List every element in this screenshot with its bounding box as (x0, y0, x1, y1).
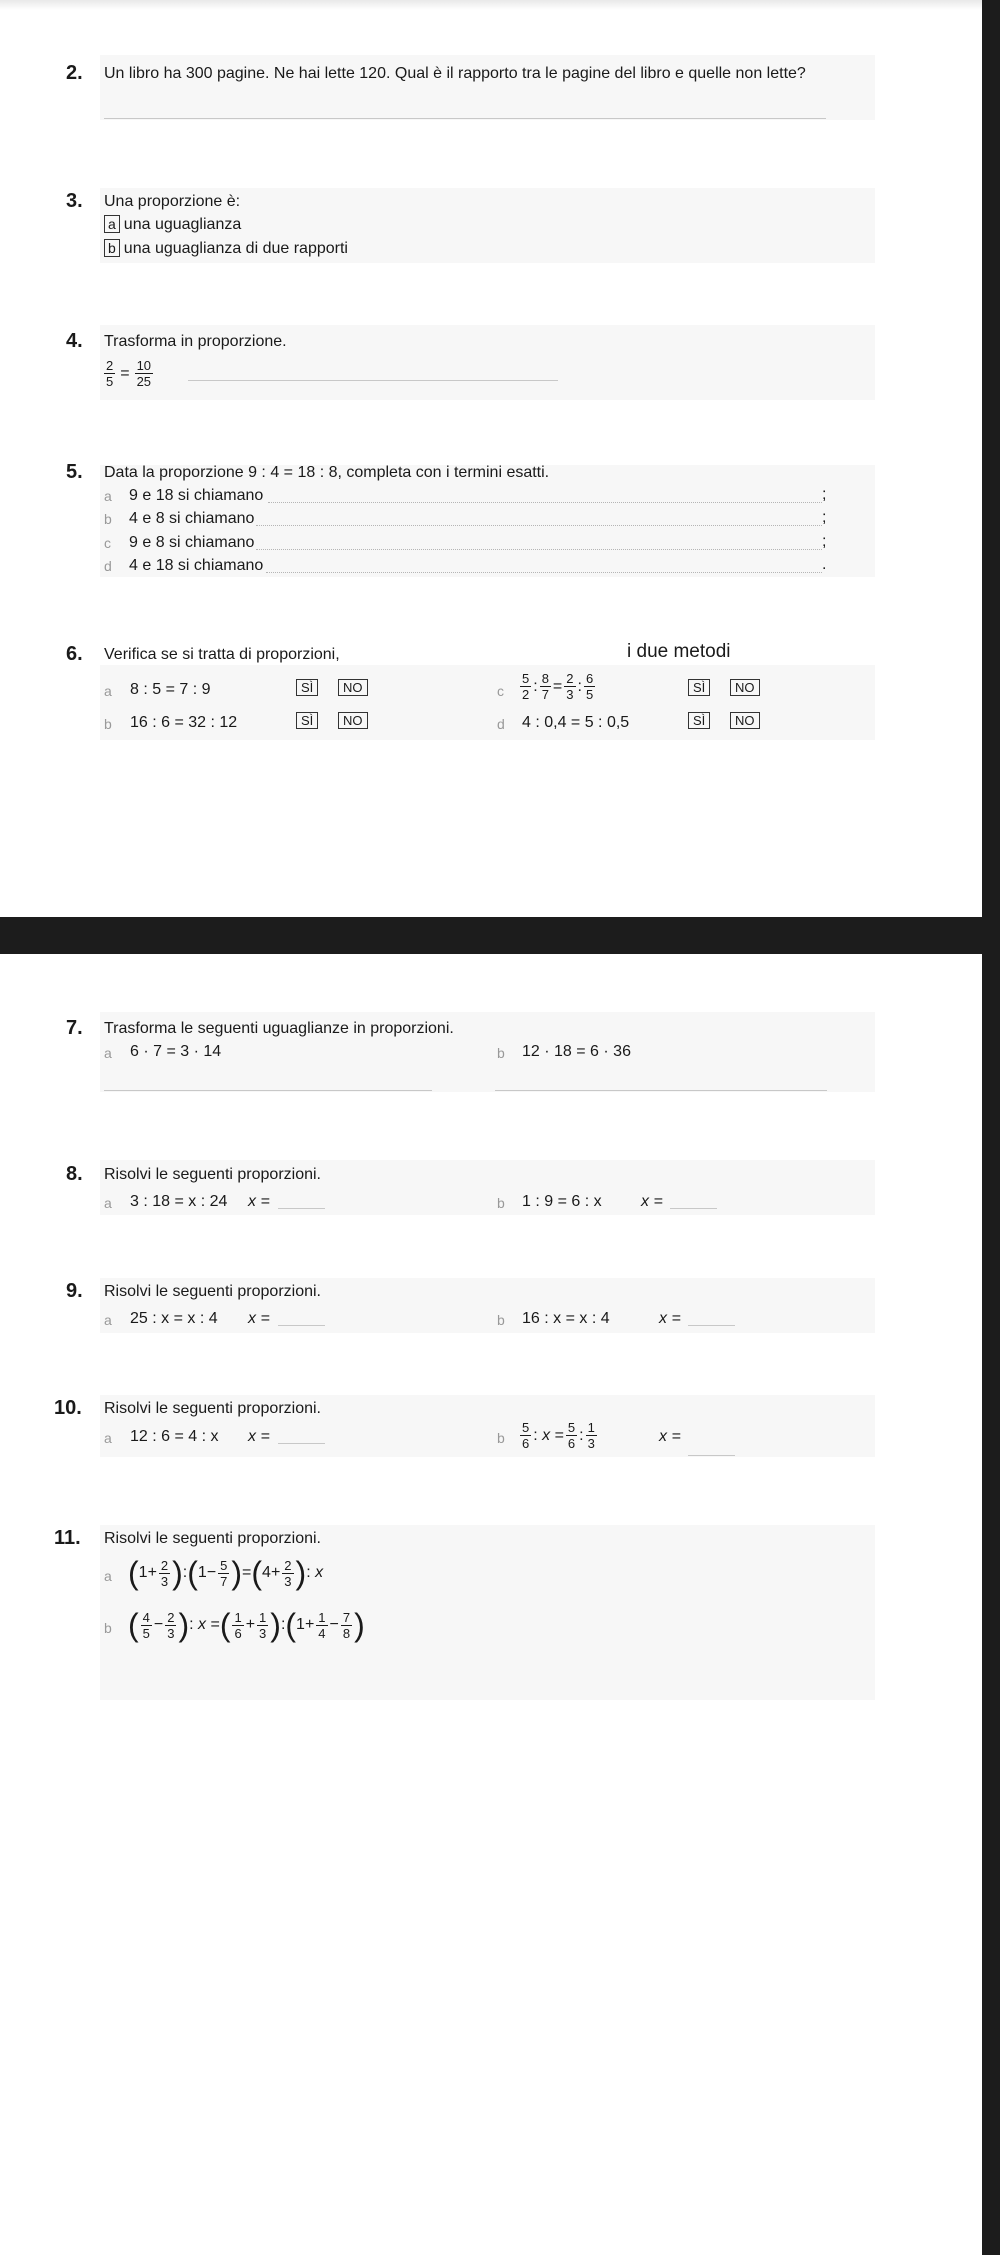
item-label: d (104, 558, 112, 574)
item-expression: $\frac{5}{6}$ : x = $\frac{5}{6}$ : $\frac{1}{3}$ (522, 1420, 595, 1451)
answer-blank[interactable] (688, 1455, 735, 1456)
x-equals: x = (248, 1310, 270, 1327)
exercise-3-text: Una proporzione è: (104, 193, 241, 210)
x-equals: x = (659, 1428, 681, 1445)
item-label: b (497, 1195, 505, 1211)
item-label: c (104, 535, 111, 551)
exercise-5-text: Data la proporzione 9 : 4 = 18 : 8, completa con i termini esatti. (104, 464, 550, 481)
exercise-10-text: Risolvi le seguenti proporzioni. (104, 1400, 321, 1417)
x-equals: x = (659, 1310, 681, 1327)
exercise-6-note: i due metodi (627, 641, 731, 662)
exercise-7-text: Trasforma le seguenti uguaglianze in proporzioni. (104, 1020, 454, 1037)
item-label: b (104, 511, 112, 527)
fraction: $\frac{2}{5}$ (106, 358, 114, 389)
exercise-10-number: 10. (54, 1397, 82, 1419)
item-expression: 8 : 5 = 7 : 9 (130, 681, 211, 698)
punctuation: ; (822, 486, 827, 503)
item-text: 4 e 8 si chiamano (129, 510, 255, 527)
fill-line[interactable] (256, 549, 822, 550)
item-text: 9 e 18 si chiamano (129, 487, 264, 504)
exercise-11-text: Risolvi le seguenti proporzioni. (104, 1530, 321, 1547)
no-box[interactable]: NO (338, 679, 368, 696)
item-label: b (497, 1312, 505, 1328)
option-b-letter[interactable]: b (104, 239, 120, 257)
exercise-11-number: 11. (54, 1527, 81, 1549)
right-page-edge (982, 0, 1000, 2255)
item-expression: ( $\frac{4}{5}$ − $\frac{2}{3}$ ) : x = ( $\frac{1}{6}$ + $\frac{1}{3}$ ) : ( 1 + $\frac{1}{4}$ − $\frac{7}{8}$ ) (128, 1607, 365, 1643)
option-b-text: una uguaglianza di due rapporti (123, 240, 348, 257)
x-equals: x = (641, 1193, 663, 1210)
item-label: b (104, 716, 112, 732)
item-expression: 16 : x = x : 4 (522, 1310, 610, 1327)
x-equals: x = (248, 1428, 270, 1445)
no-box[interactable]: NO (730, 679, 760, 696)
item-label: a (104, 1195, 112, 1211)
fill-line[interactable] (256, 525, 822, 526)
x-equals: x = (248, 1193, 270, 1210)
item-text: 4 e 18 si chiamano (129, 557, 264, 574)
item-expression: 4 : 0,4 = 5 : 0,5 (522, 714, 630, 731)
option-b[interactable] (104, 239, 348, 259)
exercise-6-number: 6. (66, 643, 83, 665)
exercise-9-text: Risolvi le seguenti proporzioni. (104, 1283, 321, 1300)
item-expression: 25 : x = x : 4 (130, 1310, 218, 1327)
answer-line (104, 118, 826, 119)
exercise-4-number: 4. (66, 330, 83, 352)
item-expression: ( 1 + $\frac{2}{3}$ ) : ( 1 − $\frac{5}{7}$ ) = ( 4 + $\frac{2}{3}$ ) : x (128, 1555, 324, 1591)
answer-blank[interactable] (670, 1208, 717, 1209)
no-box[interactable]: NO (730, 712, 760, 729)
option-a-letter[interactable]: a (104, 215, 120, 233)
page-break-band (0, 917, 982, 954)
yes-box[interactable]: SÌ (296, 679, 318, 696)
exercise-6-text: Verifica se si tratta di proporzioni, (104, 646, 340, 663)
item-label: b (104, 1620, 112, 1636)
item-expression: 12 · 18 = 6 · 36 (522, 1043, 631, 1060)
exercise-2-text: Un libro ha 300 pagine. Ne hai lette 120. Qual è il rapporto tra le pagine del libro e quelle non lette? (104, 65, 806, 82)
item-label: a (104, 488, 112, 504)
item-label: a (104, 1568, 112, 1584)
item-label: a (104, 1430, 112, 1446)
item-label: a (104, 683, 112, 699)
item-expression: 1 : 9 = 6 : x (522, 1193, 602, 1210)
item-expression: 12 : 6 = 4 : x (130, 1428, 219, 1445)
answer-line[interactable] (104, 1090, 432, 1091)
option-a-text: una uguaglianza (123, 216, 242, 233)
exercise-5-number: 5. (66, 461, 83, 483)
answer-blank[interactable] (278, 1443, 325, 1444)
answer-blank[interactable] (688, 1325, 735, 1326)
top-shadow (0, 0, 982, 10)
fill-line[interactable] (266, 572, 822, 573)
item-label: c (497, 683, 504, 699)
item-text: 9 e 8 si chiamano (129, 534, 255, 551)
exercise-4-equation: $\frac{2}{5}$ = $\frac{10}{25}$ (106, 358, 152, 389)
yes-box[interactable]: SÌ (688, 712, 710, 729)
fraction: $\frac{10}{25}$ (136, 358, 152, 389)
item-label: b (497, 1430, 505, 1446)
fill-line[interactable] (268, 502, 822, 503)
answer-line (188, 380, 558, 381)
answer-line[interactable] (495, 1090, 827, 1091)
punctuation: . (822, 556, 827, 573)
item-expression: 3 : 18 = x : 24 (130, 1193, 228, 1210)
item-expression: 6 · 7 = 3 · 14 (130, 1043, 222, 1060)
exercise-8-number: 8. (66, 1163, 83, 1185)
punctuation: ; (822, 509, 827, 526)
answer-blank[interactable] (278, 1325, 325, 1326)
exercise-8-text: Risolvi le seguenti proporzioni. (104, 1166, 321, 1183)
yes-box[interactable]: SÌ (688, 679, 710, 696)
item-label: b (497, 1045, 505, 1061)
option-a[interactable] (104, 215, 241, 235)
exercise-3-number: 3. (66, 190, 83, 212)
item-label: d (497, 716, 505, 732)
exercise-4-text: Trasforma in proporzione. (104, 333, 287, 350)
yes-box[interactable]: SÌ (296, 712, 318, 729)
item-label: a (104, 1312, 112, 1328)
item-expression: $\frac{5}{2}$ : $\frac{8}{7}$ = $\frac{2}{3}$ : $\frac{6}{5}$ (522, 671, 594, 702)
exercise-9-number: 9. (66, 1280, 83, 1302)
punctuation: ; (822, 533, 827, 550)
exercise-7-number: 7. (66, 1017, 83, 1039)
no-box[interactable]: NO (338, 712, 368, 729)
exercise-2-number: 2. (66, 62, 83, 84)
item-expression: 16 : 6 = 32 : 12 (130, 714, 238, 731)
item-label: a (104, 1045, 112, 1061)
answer-blank[interactable] (278, 1208, 325, 1209)
